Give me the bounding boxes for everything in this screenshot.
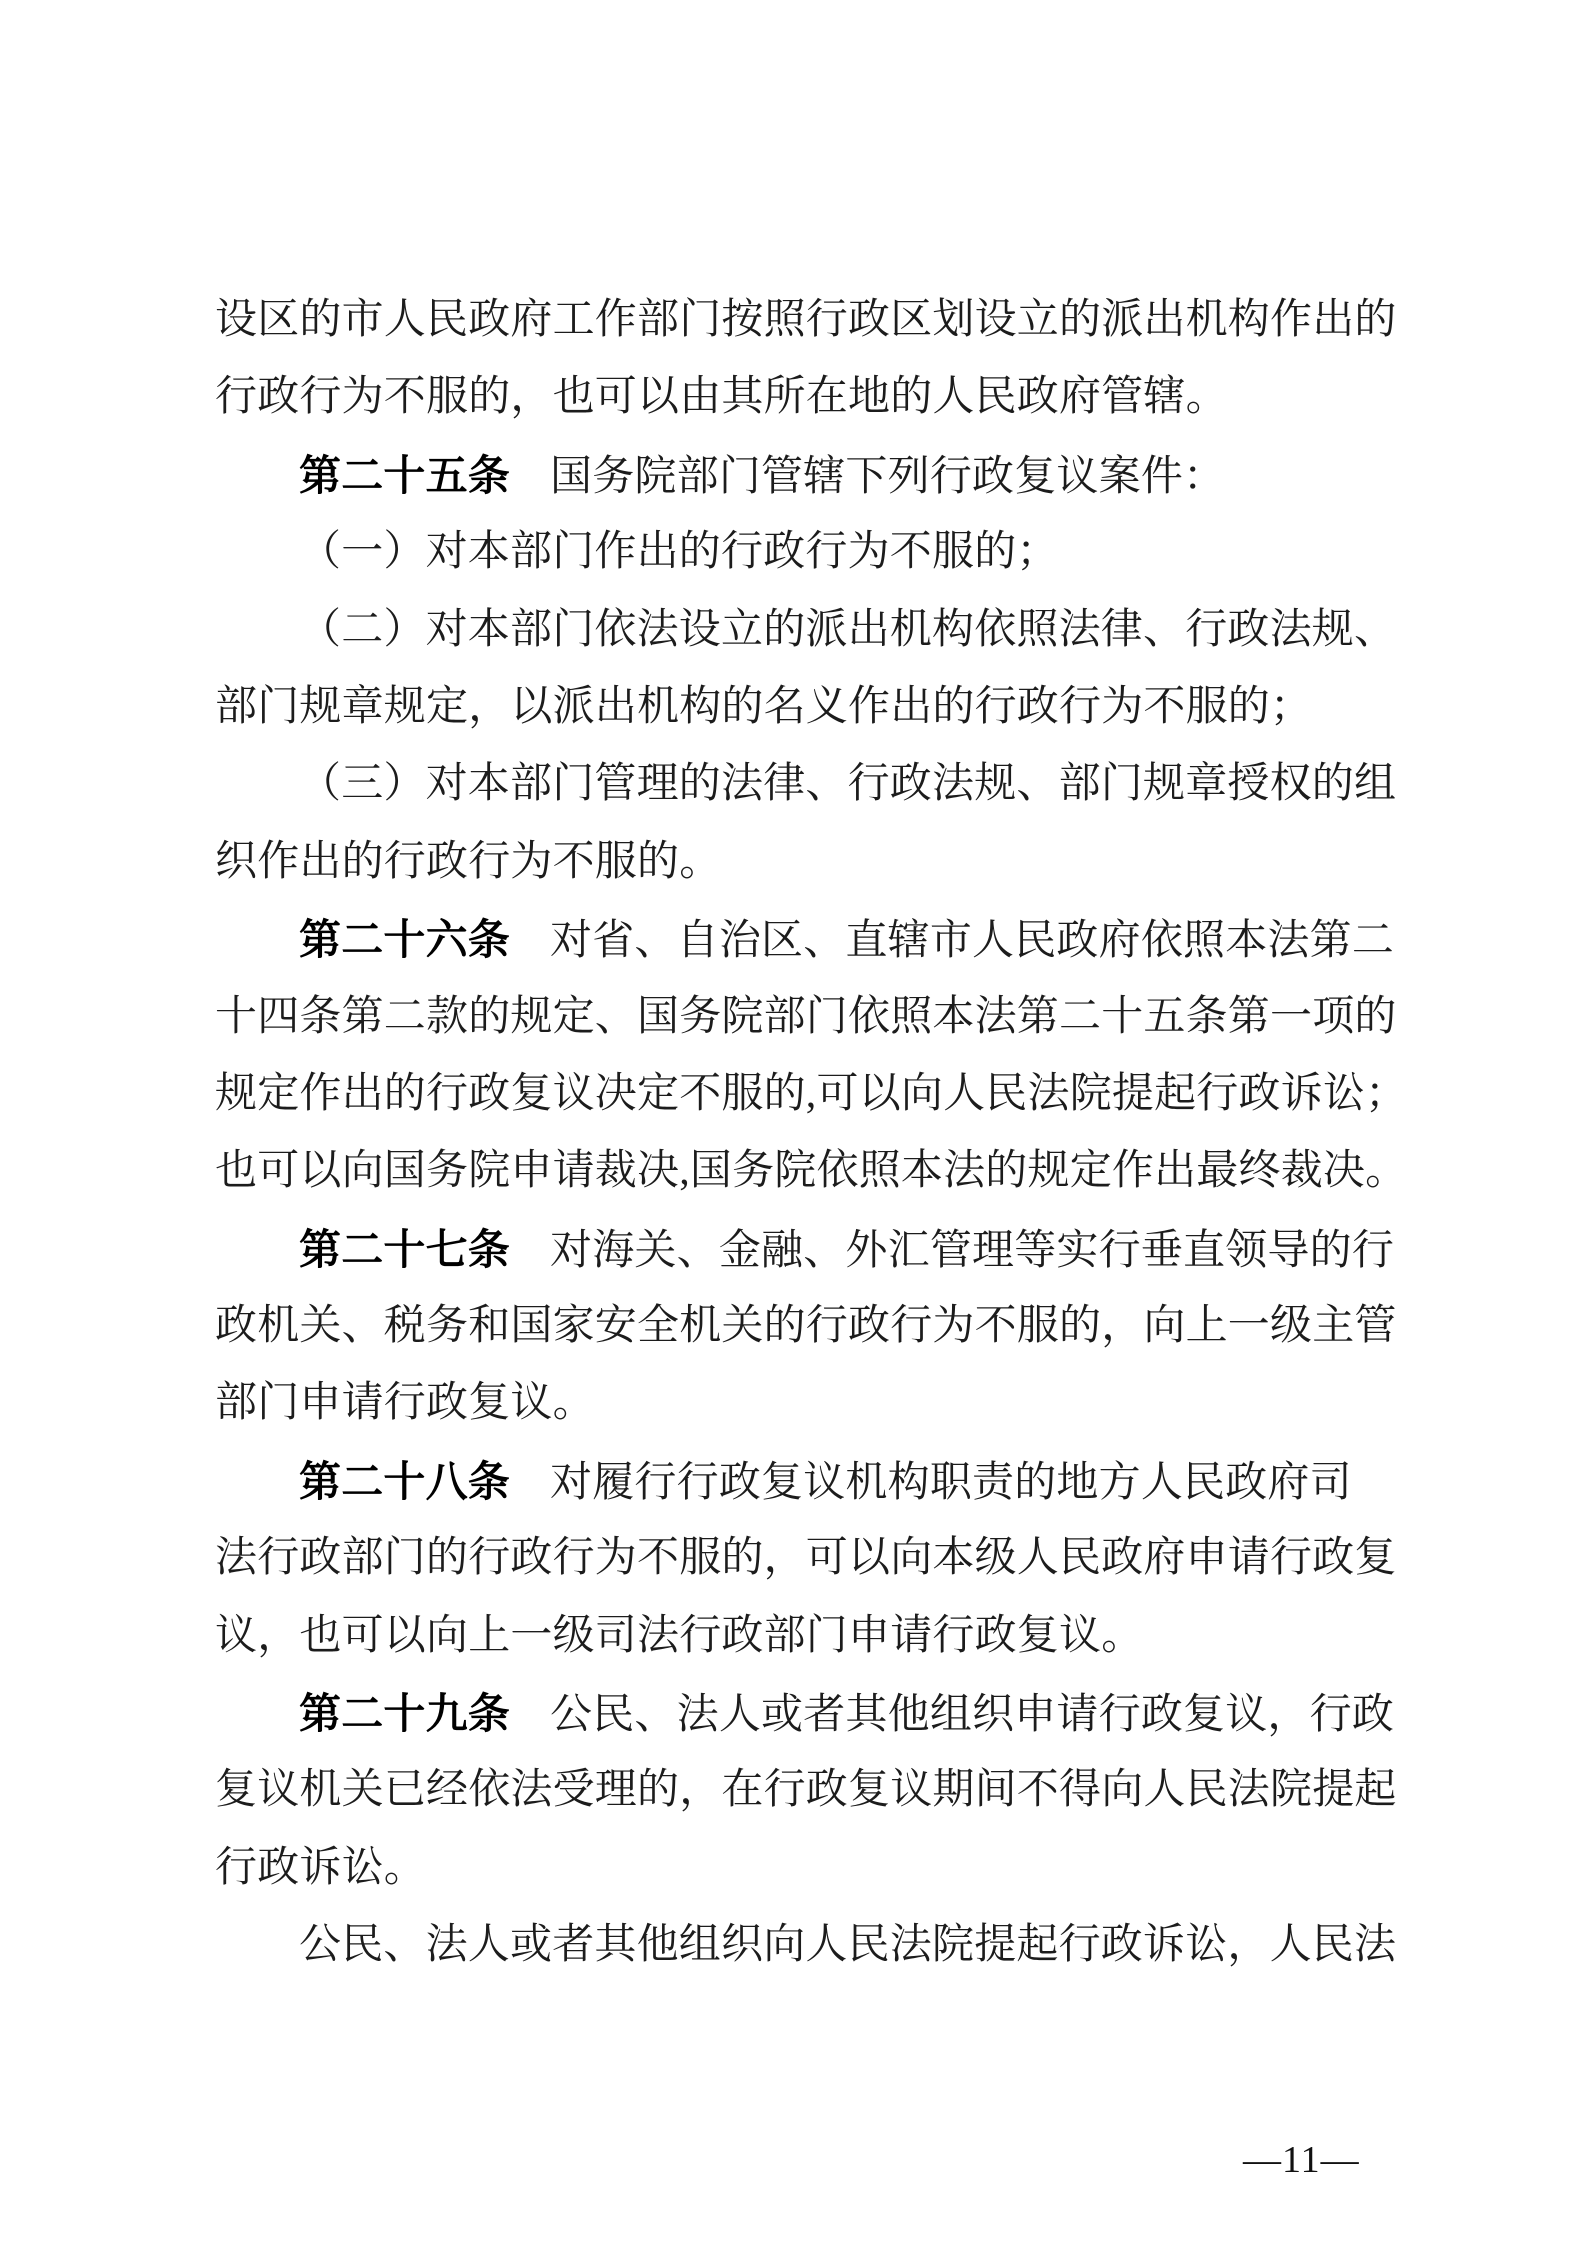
body-text xyxy=(215,282,1445,1985)
text-line xyxy=(215,1056,1445,1133)
page-number: —11— xyxy=(1243,2139,1360,2181)
text-line xyxy=(215,514,1445,591)
text-line xyxy=(215,592,1445,669)
text-line xyxy=(215,437,1445,514)
text-line xyxy=(215,1830,1445,1907)
article-number: 第二十五条 xyxy=(299,451,511,499)
article-number: 第二十七条 xyxy=(299,1225,511,1273)
text-line xyxy=(215,1675,1445,1752)
text-segment: 国务院部门管辖下列行政复议案件： xyxy=(550,453,1226,500)
text-segment: 对海关、金融、外汇管理等实行垂直领导的行 xyxy=(550,1227,1395,1274)
text-segment: 设区的市人民政府工作部门按照行政区划设立的派出机构作出的 xyxy=(215,297,1397,343)
text-segment: 规定作出的行政复议决定不服的,可以向人民法院提起行政诉讼； xyxy=(215,1070,1408,1117)
text-line xyxy=(215,824,1445,901)
text-segment: 法行政部门的行政行为不服的，可以向本级人民政府申请行政复 xyxy=(215,1535,1397,1582)
text-segment: 公民、法人或者其他组织向人民法院提起行政诉讼，人民法 xyxy=(299,1922,1397,1969)
text-segment: 政机关、税务和国家安全机关的行政行为不服的，向上一级主管 xyxy=(215,1303,1397,1350)
text-segment: 十四条第二款的规定、国务院部门依照本法第二十五条第一项的 xyxy=(215,993,1397,1040)
article-number: 第二十六条 xyxy=(299,916,511,964)
text-line xyxy=(215,1365,1445,1442)
text-segment: 也可以向国务院申请裁决,国务院依照本法的规定作出最终裁决。 xyxy=(215,1148,1408,1195)
text-line xyxy=(215,1752,1445,1829)
text-line xyxy=(215,1520,1445,1597)
text-segment: 部门规章规定，以派出机构的名义作出的行政行为不服的； xyxy=(215,683,1313,730)
text-segment: 复议机关已经依法受理的，在行政复议期间不得向人民法院提起 xyxy=(215,1767,1397,1814)
text-segment: 行政诉讼。 xyxy=(215,1844,427,1891)
article-number: 第二十九条 xyxy=(299,1690,511,1738)
text-line xyxy=(215,669,1445,746)
article-number: 第二十八条 xyxy=(299,1457,511,1505)
text-segment: （二）对本部门依法设立的派出机构依照法律、行政法规、 xyxy=(299,606,1397,653)
text-line xyxy=(215,282,1445,359)
text-line xyxy=(215,1211,1445,1288)
text-line xyxy=(215,1907,1445,1984)
text-segment: 议，也可以向上一级司法行政部门申请行政复议。 xyxy=(215,1612,1144,1659)
text-segment: （三）对本部门管理的法律、行政法规、部门规章授权的组 xyxy=(299,761,1397,808)
text-segment: 对履行行政复议机构职责的地方人民政府司 xyxy=(550,1459,1352,1506)
text-line xyxy=(215,1443,1445,1520)
text-line xyxy=(215,746,1445,823)
text-line xyxy=(215,1133,1445,1210)
text-segment: 织作出的行政行为不服的。 xyxy=(215,838,722,885)
text-segment: 部门申请行政复议。 xyxy=(215,1380,595,1427)
text-line xyxy=(215,1288,1445,1365)
text-line xyxy=(215,979,1445,1056)
text-segment: （一）对本部门作出的行政行为不服的； xyxy=(299,529,1059,576)
text-line xyxy=(215,1598,1445,1675)
text-line xyxy=(215,359,1445,436)
text-segment: 行政行为不服的，也可以由其所在地的人民政府管辖。 xyxy=(215,374,1228,421)
text-segment: 对省、自治区、直辖市人民政府依照本法第二 xyxy=(550,918,1395,965)
text-line xyxy=(215,901,1445,978)
text-segment: 公民、法人或者其他组织申请行政复议，行政 xyxy=(550,1692,1395,1739)
